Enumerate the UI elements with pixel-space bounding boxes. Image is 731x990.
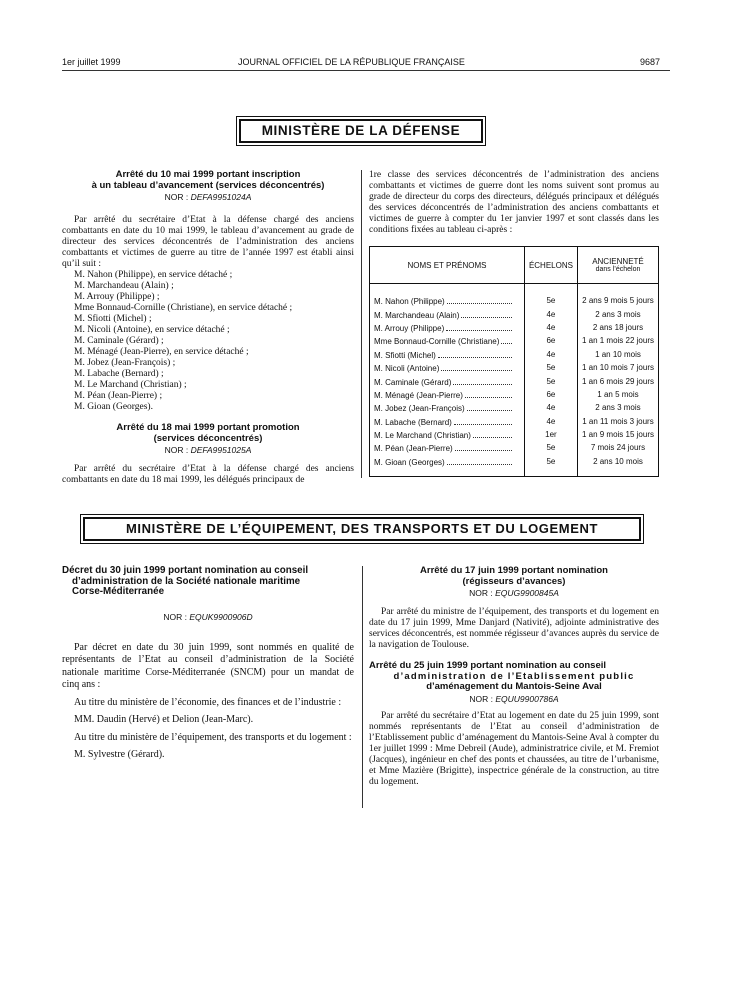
list-item: M. Ménagé (Jean-Pierre), en service détaché ; — [74, 347, 249, 357]
cell-echelon: 4e — [524, 348, 577, 361]
leader-dots — [454, 416, 512, 425]
arrete4-title — [369, 661, 659, 693]
cell-name-text: M. Ménagé (Jean-Pierre) — [374, 390, 463, 400]
cell-echelon: 6e — [524, 334, 577, 347]
decret-title-line3: Corse-Méditerranée — [72, 586, 165, 597]
cell-name-text: M. Gioan (Georges) — [374, 457, 445, 467]
nor-label: NOR : — [469, 693, 496, 704]
table-row — [370, 321, 659, 334]
ministry-equipement-title: MINISTÈRE DE L’ÉQUIPEMENT, DES TRANSPORTS ET DU LOGEMENT — [83, 517, 641, 541]
list-item: Mme Bonnaud-Cornille (Christiane), en service détaché ; — [74, 303, 293, 313]
decret-paragraph-4: Au titre du ministère de l’équipement, des transports et du logement : — [74, 731, 352, 743]
leader-dots — [467, 402, 512, 411]
cell-name-text: M. Péan (Jean-Pierre) — [374, 444, 453, 454]
list-item: M. Sfiotti (Michel) ; — [74, 314, 152, 324]
cell-anciennete: 2 ans 10 mois — [577, 455, 658, 477]
cell-anciennete: 2 ans 3 mois — [577, 401, 658, 414]
leader-dots — [441, 362, 512, 371]
cell-name — [370, 361, 525, 374]
cell-echelon: 4e — [524, 401, 577, 414]
cell-name — [370, 374, 525, 387]
cell-name-text: M. Le Marchand (Christian) — [374, 431, 471, 441]
arrete4-title-line3: d’aménagement du Mantois-Seine Aval — [426, 681, 602, 692]
arrete4-title-line2: d’administration de l’Etablissement public — [393, 670, 635, 682]
col-header-anciennete-l1: ANCIENNETÉ — [592, 257, 644, 266]
arrete2-continued: 1re classe des services déconcentrés de l’administration des anciens combattants et victimes de guerre dont les noms suivent sont promus au grade de directeur du corps des directeurs, délégués principaux et délégués des services déconcentrés de l’administration des anciens combattants et victimes de guerre à compter du 1er janvier 1997 et sont classés dans les conditions fixées au tableau ci-après : — [369, 170, 659, 235]
cell-name-text: M. Marchandeau (Alain) — [374, 310, 460, 320]
list-item: M. Arrouy (Philippe) ; — [74, 292, 160, 302]
header-journal-title: JOURNAL OFFICIEL DE LA RÉPUBLIQUE FRANÇAISE — [238, 57, 465, 67]
cell-echelon: 5e — [524, 441, 577, 454]
nor-label: NOR : — [164, 445, 191, 455]
decret-paragraph-1: Par décret en date du 30 juin 1999, sont nommés en qualité de représentants de l’Etat au conseil d’administration de la Société nationale maritime Corse-Méditerranée (SNCM) pour un mandat de cinq ans : — [62, 641, 354, 690]
list-item: M. Labache (Bernard) ; — [74, 369, 164, 379]
col-header-echelons: ÉCHELONS — [524, 247, 577, 284]
cell-name — [370, 284, 525, 308]
col-header-anciennete — [577, 247, 658, 284]
cell-name — [370, 428, 525, 441]
cell-anciennete: 7 mois 24 jours — [577, 441, 658, 454]
leader-dots — [461, 309, 512, 318]
arrete1-nor — [62, 192, 354, 202]
decret-title — [62, 566, 354, 598]
list-item: M. Caminale (Gérard) ; — [74, 336, 164, 346]
column-separator — [361, 170, 362, 478]
nor-code: EQUG9900845A — [495, 588, 559, 598]
arrete3-title-line2: (régisseurs d’avances) — [462, 575, 566, 587]
decret-paragraph-3: MM. Daudin (Hervé) et Delion (Jean-Marc). — [74, 714, 254, 725]
leader-dots — [501, 335, 512, 344]
nor-code: DEFA9951024A — [190, 192, 252, 202]
header-date: 1er juillet 1999 — [62, 57, 121, 67]
cell-anciennete: 2 ans 3 mois — [577, 307, 658, 320]
list-item: M. Péan (Jean-Pierre) ; — [74, 391, 163, 401]
col-header-names: NOMS ET PRÉNOMS — [370, 247, 525, 284]
cell-anciennete: 1 an 5 mois — [577, 388, 658, 401]
leader-dots — [465, 389, 512, 398]
cell-echelon: 5e — [524, 284, 577, 308]
leader-dots — [473, 429, 512, 438]
table-row — [370, 334, 659, 347]
arrete1-title-line2: à un tableau d’avancement (services déconcentrés) — [91, 179, 325, 191]
table-body — [370, 284, 659, 477]
cell-name-text: M. Arrouy (Philippe) — [374, 323, 445, 333]
arrete4-nor — [369, 694, 659, 704]
cell-echelon: 6e — [524, 388, 577, 401]
cell-name-text: M. Nahon (Philippe) — [374, 297, 445, 307]
table-header-row — [370, 247, 659, 284]
cell-echelon: 5e — [524, 455, 577, 477]
cell-echelon: 5e — [524, 361, 577, 374]
cell-name-text: M. Labache (Bernard) — [374, 417, 452, 427]
table-row — [370, 388, 659, 401]
cell-anciennete: 1 an 9 mois 15 jours — [577, 428, 658, 441]
nor-code: EQUK9900906D — [189, 611, 253, 622]
promotion-table — [369, 246, 659, 477]
right-column-equipement — [369, 566, 659, 788]
table-row — [370, 307, 659, 320]
arrete3-nor — [369, 588, 659, 598]
leader-dots — [446, 322, 512, 331]
arrete1-names-list — [62, 270, 354, 413]
cell-name — [370, 348, 525, 361]
table-row — [370, 415, 659, 428]
arrete2-body: Par arrêté du secrétaire d’Etat à la défense chargé des anciens combattants en date du 18 mai 1999, les délégués principaux de — [62, 464, 354, 485]
list-item: M. Gioan (Georges). — [74, 402, 153, 412]
decret-paragraph-5: M. Sylvestre (Gérard). — [74, 749, 165, 760]
cell-name — [370, 441, 525, 454]
arrete3-body: Par arrêté du ministre de l’équipement, des transports et du logement en date du 17 juin 1999, Mme Danjard (Nativité), adjointe administrative des services déconcentrés, est nommée régisseur d’avances auprès du service de la navigation de Toulouse. — [369, 607, 659, 650]
arrete2-title — [62, 423, 354, 444]
right-column-defense — [369, 170, 659, 477]
cell-name-text: M. Nicoli (Antoine) — [374, 364, 440, 374]
column-separator-2 — [362, 566, 363, 808]
cell-name — [370, 388, 525, 401]
header-page-number: 9687 — [640, 57, 661, 67]
table-row — [370, 401, 659, 414]
arrete1-title — [62, 170, 354, 191]
table-row — [370, 361, 659, 374]
nor-label: NOR : — [163, 611, 190, 622]
ministry-equipement-frame — [80, 514, 644, 544]
cell-name — [370, 334, 525, 347]
list-item: M. Nicoli (Antoine), en service détaché ; — [74, 325, 230, 335]
nor-label: NOR : — [164, 192, 191, 202]
nor-label: NOR : — [469, 588, 496, 598]
cell-name — [370, 321, 525, 334]
col-header-anciennete-l2: dans l’échelon — [595, 266, 641, 273]
cell-echelon: 4e — [524, 307, 577, 320]
decret-paragraph-2: Au titre du ministère de l’économie, des finances et de l’industrie : — [74, 696, 342, 708]
leader-dots — [447, 295, 512, 304]
table-row — [370, 374, 659, 387]
table-row — [370, 455, 659, 477]
cell-anciennete: 1 an 11 mois 3 jours — [577, 415, 658, 428]
nor-code: DEFA9951025A — [190, 445, 252, 455]
cell-name — [370, 415, 525, 428]
table-row — [370, 441, 659, 454]
arrete1-title-line1: Arrêté du 10 mai 1999 portant inscription — [115, 169, 301, 180]
arrete1-body: Par arrêté du secrétaire d’Etat à la défense chargé des anciens combattants en date du 10 mai 1999, le tableau d’avancement au grade de directeur des services déconcentrés de l’administration des anciens combattants et victimes de guerre au titre de l’année 1997 est établi ainsi qu’il suit : — [62, 215, 354, 269]
cell-name — [370, 307, 525, 320]
leader-dots — [455, 442, 512, 451]
leader-dots — [438, 349, 512, 358]
cell-echelon: 4e — [524, 321, 577, 334]
cell-name — [370, 455, 525, 477]
cell-echelon: 1er — [524, 428, 577, 441]
decret-nor — [62, 612, 354, 622]
list-item: M. Nahon (Philippe), en service détaché ; — [74, 270, 233, 280]
nor-code: EQUU9900786A — [495, 693, 559, 704]
left-column-defense — [62, 170, 354, 486]
cell-echelon: 4e — [524, 415, 577, 428]
decret-title-line2: d’administration de la Société nationale maritime — [72, 575, 301, 587]
cell-name-text: M. Caminale (Gérard) — [374, 377, 452, 387]
cell-name — [370, 401, 525, 414]
cell-anciennete: 2 ans 18 jours — [577, 321, 658, 334]
cell-anciennete: 1 an 10 mois — [577, 348, 658, 361]
arrete3-title — [369, 566, 659, 587]
cell-name-text: M. Sfiotti (Michel) — [374, 350, 436, 360]
decret-title-line1: Décret du 30 juin 1999 portant nomination au conseil — [62, 565, 309, 576]
leader-dots — [447, 456, 512, 465]
arrete2-nor — [62, 445, 354, 455]
cell-anciennete: 1 an 10 mois 7 jours — [577, 361, 658, 374]
list-item: M. Jobez (Jean-François) ; — [74, 358, 176, 368]
table-row — [370, 428, 659, 441]
list-item: M. Marchandeau (Alain) ; — [74, 281, 174, 291]
ministry-defense-frame — [236, 116, 486, 146]
cell-name-text: Mme Bonnaud-Cornille (Christiane) — [374, 337, 500, 347]
header-rule — [62, 70, 670, 71]
cell-name-text: M. Jobez (Jean-François) — [374, 404, 465, 414]
cell-anciennete: 2 ans 9 mois 5 jours — [577, 284, 658, 308]
cell-anciennete: 1 an 1 mois 22 jours — [577, 334, 658, 347]
arrete2-title-line1: Arrêté du 18 mai 1999 portant promotion — [116, 422, 300, 433]
table-row — [370, 284, 659, 308]
cell-echelon: 5e — [524, 374, 577, 387]
leader-dots — [453, 376, 512, 385]
ministry-defense-title: MINISTÈRE DE LA DÉFENSE — [239, 119, 483, 143]
arrete4-body: Par arrêté du secrétaire d’Etat au logement en date du 25 juin 1999, sont nommés représentants de l’Etat au conseil d’administration de l’Etablissement public d’aménagement du Mantois-Seine Aval à compter du 1er juillet 1999 : Mme Debreil (Aude), administratrice civile, et M. Fremiot (Jacques), ingénieur en chef des ponts et chaussées, au titre de l’urbanisme, et Mme Mazière (Brigitte), inspectrice générale de la construction, au titre du logement. — [369, 710, 659, 787]
arrete3-title-line1: Arrêté du 17 juin 1999 portant nomination — [420, 565, 608, 576]
arrete2-title-line2: (services déconcentrés) — [153, 432, 263, 444]
list-item: M. Le Marchand (Christian) ; — [74, 380, 187, 390]
left-column-equipement — [62, 566, 354, 762]
cell-anciennete: 1 an 6 mois 29 jours — [577, 374, 658, 387]
arrete4-title-line1: Arrêté du 25 juin 1999 portant nomination au conseil — [369, 660, 607, 671]
table-row — [370, 348, 659, 361]
